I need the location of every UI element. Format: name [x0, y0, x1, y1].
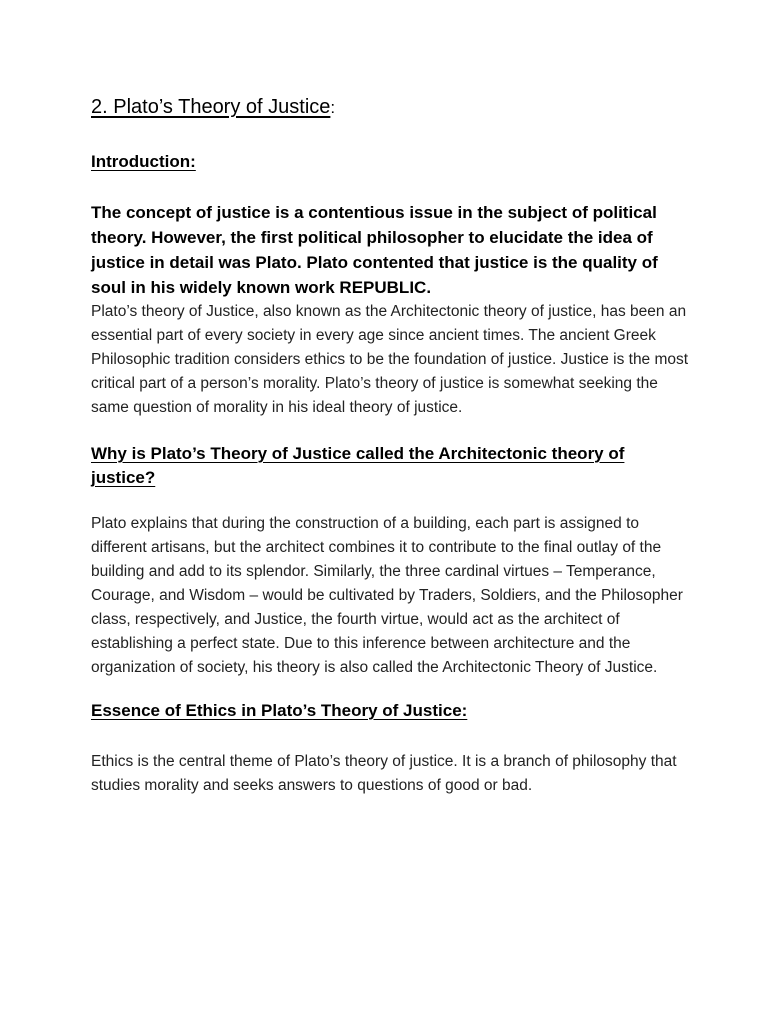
architectonic-paragraph: Plato explains that during the construction of a building, each part is assigned to different artisans, but the architect combines it to contribute to the final outlay of the building and add to its splendor. Similarly, the three cardinal virtues – Temperance, Courage, and Wisdom – would be cultivated by Traders, Soldiers, and the Philosopher class, respectively, and Justice, the fourth virtue, would act as the architect of establishing a perfect state. Due to this inference between architecture and the organization of society, his theory is also called the Architectonic Theory of Justice. — [91, 515, 683, 676]
architectonic-heading — [91, 442, 691, 490]
document-body — [91, 93, 691, 798]
ethics-heading-text: Essence of Ethics in Plato’s Theory of Justice: — [91, 701, 468, 720]
introduction-heading-text: Introduction: — [91, 152, 196, 171]
introduction-paragraph: Plato’s theory of Justice, also known as the Architectonic theory of justice, has been an essential part of every society in every age since ancient times. The ancient Greek Philosophic tradition considers ethics to be the foundation of justice. Justice is the most critical part of a person’s morality. Plato’s theory of justice is somewhat seeking the same question of morality in his ideal theory of justice. — [91, 303, 689, 416]
architectonic-heading-text: Why is Plato’s Theory of Justice called the Architectonic theory of justice? — [91, 444, 625, 487]
page-title — [91, 93, 691, 122]
ethics-heading — [91, 699, 691, 723]
introduction-heading — [91, 150, 691, 174]
ethics-paragraph: Ethics is the central theme of Plato’s theory of justice. It is a branch of philosophy that studies morality and seeks answers to questions of good or bad. — [91, 753, 677, 794]
introduction-bold-paragraph: The concept of justice is a contentious issue in the subject of political theory. However, the first political philosopher to elucidate the idea of justice in detail was Plato. Plato contented that justice is the quality of soul in his widely known work REPUBLIC. — [91, 203, 658, 297]
page-title-text: 2. Plato’s Theory of Justice — [91, 96, 331, 118]
page-title-colon: : — [330, 98, 336, 117]
